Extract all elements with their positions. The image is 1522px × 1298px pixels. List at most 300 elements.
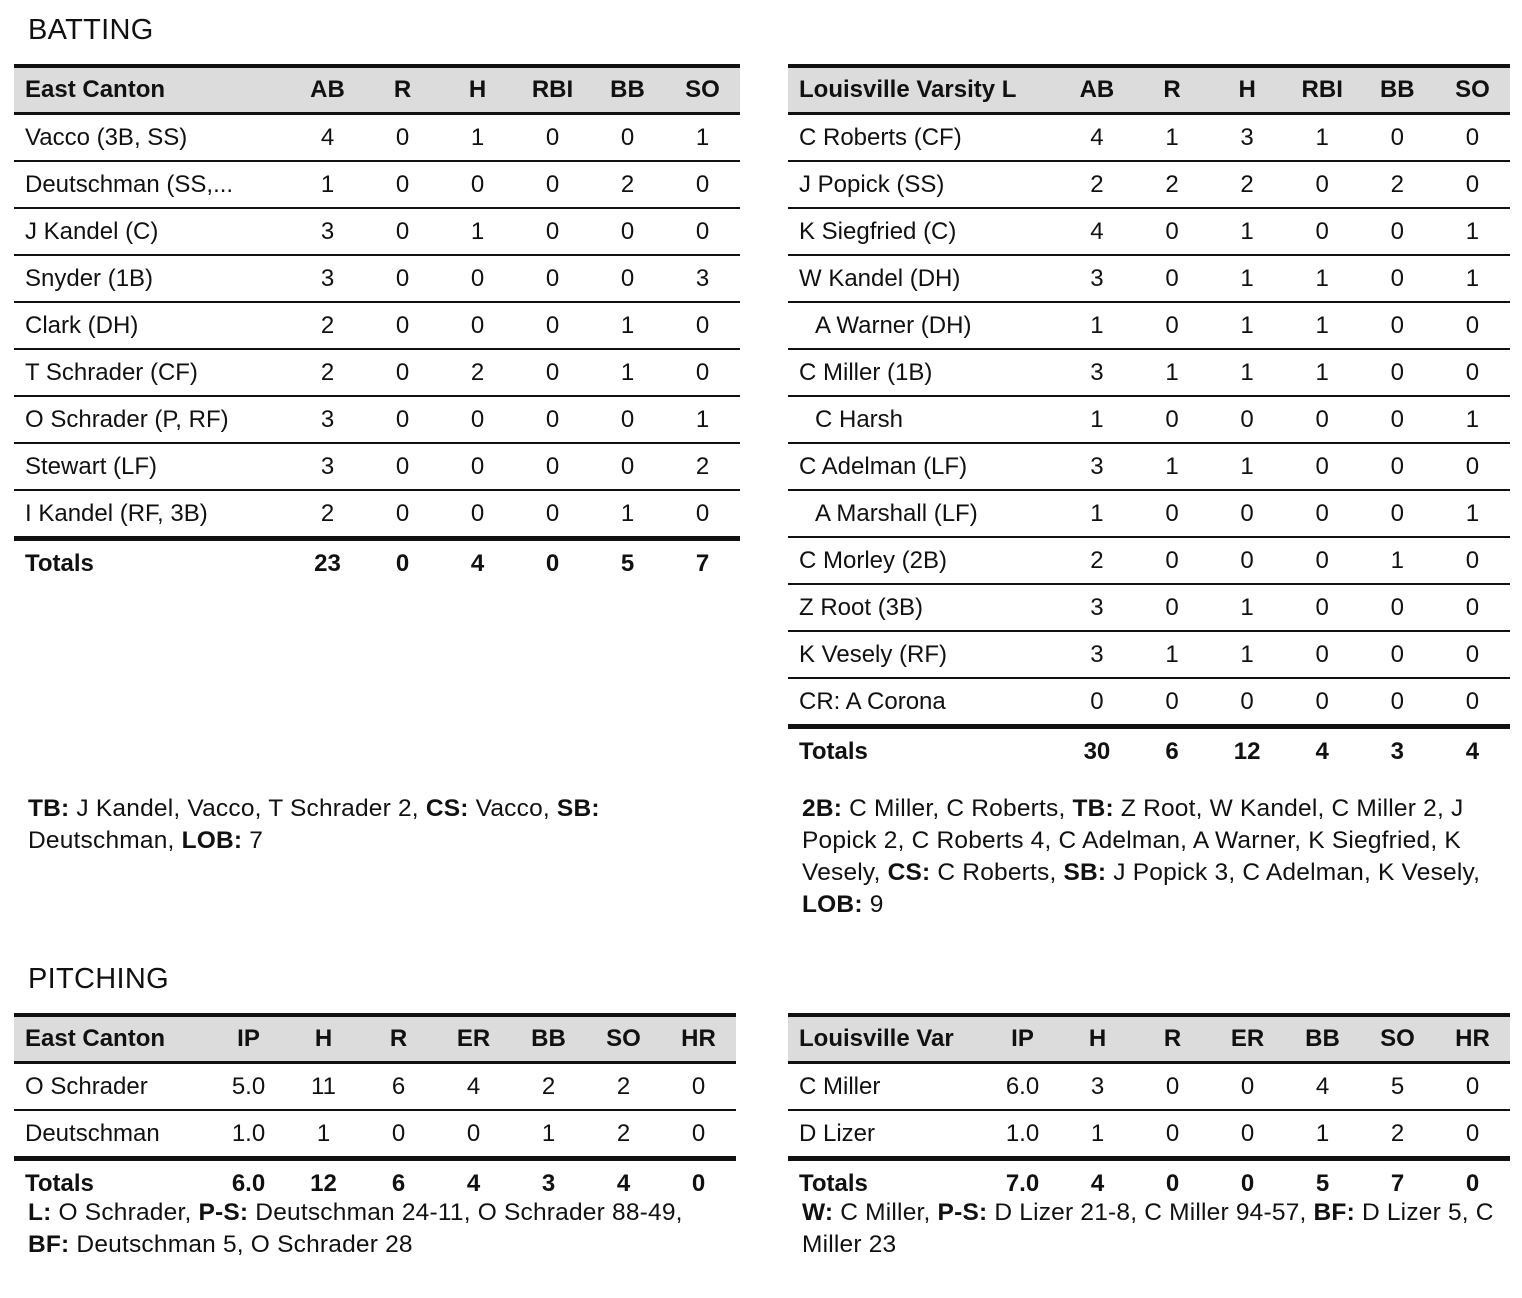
- player-name: J Popick (SS): [788, 161, 1059, 208]
- stat-rbi: 1: [1285, 114, 1360, 162]
- column-header-ab: AB: [290, 66, 365, 114]
- player-row: [788, 208, 1510, 255]
- stat-rbi: 0: [515, 396, 590, 443]
- stat-bb: 0: [1360, 490, 1435, 537]
- stat-bb: 2: [511, 1063, 586, 1111]
- note-text: C Roberts,: [930, 859, 1064, 886]
- total-h: 12: [1210, 727, 1285, 776]
- note-label: P-S:: [937, 1199, 988, 1226]
- note-label: 2B:: [802, 795, 843, 822]
- stat-r: 0: [365, 114, 440, 162]
- player-name: W Kandel (DH): [788, 255, 1059, 302]
- player-name: T Schrader (CF): [14, 349, 290, 396]
- column-header-so: SO: [1435, 66, 1510, 114]
- totals-label: Totals: [788, 727, 1059, 776]
- stat-r: 0: [1135, 1063, 1210, 1111]
- note-text: 9: [862, 891, 884, 918]
- note-text: C Miller,: [833, 1199, 938, 1226]
- column-header-er: ER: [436, 1015, 511, 1063]
- note-text: J Kandel, Vacco, T Schrader 2,: [69, 795, 426, 822]
- stat-ab: 1: [290, 161, 365, 208]
- note-text: Deutschman 24-11, O Schrader 88-49,: [248, 1199, 683, 1226]
- stat-r: 1: [1134, 631, 1209, 678]
- stat-ab: 1: [1059, 396, 1134, 443]
- total-ip: 7.0: [985, 1159, 1060, 1208]
- stat-bb: 4: [1285, 1063, 1360, 1111]
- stat-so: 0: [1435, 443, 1510, 490]
- home-batting-notes: [28, 793, 718, 857]
- stat-rbi: 0: [1315, 687, 1329, 715]
- player-row: [14, 443, 740, 490]
- totals-label: Totals: [14, 1159, 211, 1208]
- stat-ab: 3: [1059, 443, 1134, 490]
- player-name: O Schrader: [14, 1063, 211, 1111]
- note-text: Vacco,: [468, 795, 557, 822]
- stat-ip: 1.0: [231, 1119, 266, 1147]
- player-name: C Morley (2B): [788, 537, 1059, 584]
- stat-so: 0: [695, 499, 710, 527]
- stat-er: 4: [436, 1063, 511, 1111]
- stat-bb: 0: [1360, 255, 1435, 302]
- player-row: [788, 490, 1510, 537]
- stat-bb: 0: [590, 443, 665, 490]
- stat-bb: 0: [1360, 302, 1435, 349]
- player-row: [14, 161, 740, 208]
- stat-bb: 0: [1360, 396, 1435, 443]
- note-label: TB:: [28, 795, 70, 822]
- team-name-header: Louisville Var: [788, 1015, 985, 1063]
- note-text: Deutschman 5, O Schrader 28: [69, 1231, 413, 1258]
- player-name: C Miller (1B): [788, 349, 1059, 396]
- stat-bb: 1: [590, 349, 665, 396]
- note-text: C Miller, C Roberts,: [842, 795, 1073, 822]
- stat-so: 1: [665, 114, 740, 162]
- player-name: Snyder (1B): [14, 255, 290, 302]
- totals-label: Totals: [14, 539, 290, 588]
- stat-ab: 2: [1059, 161, 1134, 208]
- column-header-hr: HR: [1435, 1015, 1510, 1063]
- column-header-r: R: [1134, 66, 1209, 114]
- player-row: [788, 537, 1510, 584]
- stat-h: 0: [1210, 396, 1285, 443]
- note-label: LOB:: [802, 891, 863, 918]
- stat-hr: 0: [1435, 1063, 1510, 1111]
- stat-r: 1: [1134, 443, 1209, 490]
- player-name: A Warner (DH): [788, 302, 1059, 349]
- team-name-header: Louisville Varsity L: [788, 66, 1059, 114]
- stat-so: 2: [665, 443, 740, 490]
- note-text: D Lizer 21-8, C Miller 94-57,: [987, 1199, 1314, 1226]
- total-bb: 3: [511, 1159, 586, 1208]
- stat-rbi: 1: [1285, 255, 1360, 302]
- column-header-h: H: [1210, 66, 1285, 114]
- stat-r: 0: [391, 1119, 406, 1147]
- note-label: SB:: [556, 795, 600, 822]
- team-name-header: East Canton: [14, 1015, 211, 1063]
- stat-h: 1: [1210, 302, 1285, 349]
- stat-bb: 2: [590, 161, 665, 208]
- stat-h: 11: [286, 1063, 361, 1111]
- stat-h: 1: [1210, 255, 1285, 302]
- total-bb: 3: [1360, 727, 1435, 776]
- away-batting-notes: [802, 793, 1502, 921]
- batting-section-title: BATTING: [28, 14, 154, 46]
- player-row: [788, 443, 1510, 490]
- total-r: 0: [365, 539, 440, 588]
- stat-ab: 1: [1059, 490, 1134, 537]
- player-row: [788, 114, 1510, 162]
- note-text: Deutschman,: [28, 827, 182, 854]
- stat-rbi: 1: [1285, 349, 1360, 396]
- stat-so: 0: [1435, 114, 1510, 162]
- column-header-so: SO: [665, 66, 740, 114]
- stat-h: 0: [1210, 490, 1285, 537]
- stat-rbi: 0: [515, 208, 590, 255]
- total-r: 6: [1134, 727, 1209, 776]
- team-name-header: East Canton: [14, 66, 290, 114]
- note-label: W:: [802, 1199, 834, 1226]
- stat-bb: 0: [1360, 584, 1435, 631]
- column-header-ip: IP: [985, 1015, 1060, 1063]
- column-header-so: SO: [1360, 1015, 1435, 1063]
- stat-ip: 1.0: [1005, 1119, 1040, 1147]
- stat-bb: 0: [590, 114, 665, 162]
- stat-rbi: 0: [515, 161, 590, 208]
- player-name: A Marshall (LF): [788, 490, 1059, 537]
- stat-bb: 0: [1360, 631, 1435, 678]
- stat-so: 0: [1435, 161, 1510, 208]
- player-name: D Lizer: [799, 1119, 876, 1147]
- player-name: K Vesely (RF): [788, 631, 1059, 678]
- player-row: [788, 1110, 1510, 1159]
- stat-r: 1: [1134, 349, 1209, 396]
- stat-so: 0: [1435, 631, 1510, 678]
- total-so: 7: [665, 539, 740, 588]
- stat-ab: 3: [1059, 631, 1134, 678]
- stat-h: 1: [1210, 631, 1285, 678]
- stat-bb: 1: [620, 499, 635, 527]
- stat-h: 1: [440, 208, 515, 255]
- player-name: Vacco (3B, SS): [14, 114, 290, 162]
- header-row: [14, 66, 740, 114]
- column-header-h: H: [1060, 1015, 1135, 1063]
- stat-bb: 1: [1315, 1119, 1330, 1147]
- player-row: [788, 396, 1510, 443]
- column-header-rbi: RBI: [515, 66, 590, 114]
- stat-h: 1: [316, 1119, 331, 1147]
- stat-h: 0: [440, 161, 515, 208]
- note-label: CS:: [425, 795, 469, 822]
- stat-ab: 2: [290, 349, 365, 396]
- stat-bb: 0: [1360, 208, 1435, 255]
- away-pitching-notes: [802, 1197, 1502, 1261]
- header-row: [14, 1015, 736, 1063]
- total-bb: 5: [590, 539, 665, 588]
- stat-so: 1: [665, 396, 740, 443]
- totals-label: Totals: [788, 1159, 985, 1208]
- stat-h: 1: [440, 114, 515, 162]
- total-r: 6: [361, 1159, 436, 1208]
- home-batting-table: [14, 64, 740, 587]
- player-row: [788, 1063, 1510, 1111]
- stat-ab: 2: [290, 302, 365, 349]
- stat-h: 0: [1240, 687, 1254, 715]
- total-hr: 0: [661, 1159, 736, 1208]
- stat-ab: 0: [1090, 687, 1104, 715]
- stat-ab: 2: [1059, 537, 1134, 584]
- player-name: C Harsh: [788, 396, 1059, 443]
- stat-r: 0: [1134, 302, 1209, 349]
- stat-h: 1: [1210, 208, 1285, 255]
- column-header-bb: BB: [1360, 66, 1435, 114]
- stat-rbi: 0: [1285, 208, 1360, 255]
- stat-bb: 0: [590, 396, 665, 443]
- player-name: CR: A Corona: [799, 687, 946, 715]
- away-pitching-table: [788, 1013, 1510, 1207]
- column-header-h: H: [286, 1015, 361, 1063]
- stat-h: 3: [1210, 114, 1285, 162]
- player-row: [788, 678, 1510, 727]
- stat-ab: 4: [290, 114, 365, 162]
- player-name: C Roberts (CF): [788, 114, 1059, 162]
- stat-so: 2: [616, 1119, 631, 1147]
- stat-so: 0: [665, 302, 740, 349]
- total-h: 12: [286, 1159, 361, 1208]
- stat-ab: 3: [290, 208, 365, 255]
- stat-h: 0: [1210, 537, 1285, 584]
- stat-r: 0: [1134, 255, 1209, 302]
- header-row: [788, 1015, 1510, 1063]
- note-label: L:: [28, 1199, 52, 1226]
- player-name: C Adelman (LF): [788, 443, 1059, 490]
- player-row: [14, 396, 740, 443]
- header-row: [788, 66, 1510, 114]
- total-bb: 5: [1285, 1159, 1360, 1208]
- player-name: J Kandel (C): [14, 208, 290, 255]
- stat-r: 1: [1134, 114, 1209, 162]
- stat-h: 0: [440, 302, 515, 349]
- column-header-rbi: RBI: [1285, 66, 1360, 114]
- player-row: [14, 1110, 736, 1159]
- note-label: BF:: [28, 1231, 70, 1258]
- total-rbi: 0: [515, 539, 590, 588]
- stat-bb: 1: [541, 1119, 556, 1147]
- column-header-r: R: [361, 1015, 436, 1063]
- stat-so: 2: [586, 1063, 661, 1111]
- player-row: [14, 114, 740, 162]
- column-header-hr: HR: [661, 1015, 736, 1063]
- note-label: P-S:: [198, 1199, 249, 1226]
- stat-so: 1: [1435, 255, 1510, 302]
- stat-rbi: 0: [515, 349, 590, 396]
- stat-ab: 4: [1059, 208, 1134, 255]
- total-h: 4: [440, 539, 515, 588]
- total-er: 0: [1210, 1159, 1285, 1208]
- stat-rbi: 0: [1285, 537, 1360, 584]
- stat-h: 1: [1210, 443, 1285, 490]
- note-text: O Schrader,: [51, 1199, 199, 1226]
- note-text: D Lizer 5, C Miller 23: [802, 1199, 1494, 1258]
- stat-h: 1: [1210, 584, 1285, 631]
- stat-bb: 0: [1360, 114, 1435, 162]
- player-row: [14, 302, 740, 349]
- stat-r: 0: [365, 161, 440, 208]
- stat-so: 0: [1435, 537, 1510, 584]
- total-er: 4: [436, 1159, 511, 1208]
- stat-r: 0: [365, 443, 440, 490]
- total-so: 4: [1435, 727, 1510, 776]
- stat-rbi: 1: [1285, 302, 1360, 349]
- column-header-ip: IP: [211, 1015, 286, 1063]
- column-header-bb: BB: [1285, 1015, 1360, 1063]
- stat-r: 6: [361, 1063, 436, 1111]
- stat-r: 0: [1134, 396, 1209, 443]
- total-ab: 23: [290, 539, 365, 588]
- stat-r: 0: [1165, 1119, 1180, 1147]
- stat-h: 0: [470, 499, 485, 527]
- stat-rbi: 0: [515, 255, 590, 302]
- note-label: TB:: [1072, 795, 1114, 822]
- stat-r: 0: [365, 349, 440, 396]
- stat-bb: 1: [1360, 537, 1435, 584]
- stat-r: 0: [1165, 687, 1179, 715]
- stat-ab: 3: [1059, 255, 1134, 302]
- stat-ab: 3: [1059, 349, 1134, 396]
- note-text: J Popick 3, C Adelman, K Vesely,: [1106, 859, 1481, 886]
- stat-bb: 2: [1360, 161, 1435, 208]
- player-name: O Schrader (P, RF): [14, 396, 290, 443]
- stat-bb: 0: [1390, 687, 1404, 715]
- stat-er: 0: [1240, 1119, 1255, 1147]
- stat-h: 0: [440, 443, 515, 490]
- stat-so: 1: [1435, 490, 1510, 537]
- player-name: Deutschman (SS,...: [14, 161, 290, 208]
- stat-rbi: 0: [515, 302, 590, 349]
- stat-hr: 0: [661, 1063, 736, 1111]
- stat-hr: 0: [1465, 1119, 1480, 1147]
- note-label: CS:: [887, 859, 931, 886]
- stat-bb: 0: [1360, 349, 1435, 396]
- player-row: [788, 631, 1510, 678]
- stat-h: 0: [440, 255, 515, 302]
- stat-bb: 0: [590, 255, 665, 302]
- stat-ab: 1: [1059, 302, 1134, 349]
- player-row: [788, 302, 1510, 349]
- player-row: [788, 584, 1510, 631]
- total-h: 4: [1060, 1159, 1135, 1208]
- stat-ab: 3: [290, 255, 365, 302]
- stat-h: 1: [1210, 349, 1285, 396]
- player-row: [788, 349, 1510, 396]
- stat-ab: 3: [1059, 584, 1134, 631]
- stat-ip: 6.0: [985, 1063, 1060, 1111]
- stat-so: 1: [1435, 396, 1510, 443]
- stat-r: 2: [1134, 161, 1209, 208]
- player-name: I Kandel (RF, 3B): [25, 499, 208, 527]
- stat-r: 0: [395, 499, 410, 527]
- stat-rbi: 0: [1285, 490, 1360, 537]
- stat-so: 5: [1360, 1063, 1435, 1111]
- note-label: SB:: [1063, 859, 1107, 886]
- column-header-bb: BB: [511, 1015, 586, 1063]
- stat-er: 0: [466, 1119, 481, 1147]
- total-rbi: 4: [1285, 727, 1360, 776]
- stat-r: 0: [1134, 208, 1209, 255]
- total-so: 4: [586, 1159, 661, 1208]
- note-text: 7: [242, 827, 264, 854]
- note-text: Z Root, W Kandel, C Miller 2, J Popick 2, C Roberts 4, C Adelman, A Warner, K Siegfried, K Vesely,: [802, 795, 1464, 886]
- player-row: [14, 1063, 736, 1111]
- player-row: [788, 161, 1510, 208]
- stat-ab: 2: [320, 499, 335, 527]
- column-header-so: SO: [586, 1015, 661, 1063]
- stat-so: 0: [1435, 349, 1510, 396]
- stat-rbi: 0: [515, 114, 590, 162]
- stat-ab: 3: [290, 443, 365, 490]
- total-so: 7: [1360, 1159, 1435, 1208]
- player-name: K Siegfried (C): [788, 208, 1059, 255]
- total-ab: 30: [1059, 727, 1134, 776]
- stat-so: 2: [1390, 1119, 1405, 1147]
- total-ip: 6.0: [211, 1159, 286, 1208]
- column-header-er: ER: [1210, 1015, 1285, 1063]
- player-name: C Miller: [788, 1063, 985, 1111]
- stat-bb: 0: [1360, 443, 1435, 490]
- stat-r: 0: [1134, 490, 1209, 537]
- stat-so: 0: [1465, 687, 1480, 715]
- stat-rbi: 0: [1285, 396, 1360, 443]
- totals-row: [788, 727, 1510, 776]
- stat-ab: 4: [1059, 114, 1134, 162]
- stat-rbi: 0: [1285, 443, 1360, 490]
- stat-h: 2: [440, 349, 515, 396]
- player-name: Deutschman: [25, 1119, 160, 1147]
- stat-so: 0: [1435, 584, 1510, 631]
- stat-so: 1: [1435, 208, 1510, 255]
- stat-so: 3: [665, 255, 740, 302]
- column-header-r: R: [1135, 1015, 1210, 1063]
- stat-h: 0: [440, 396, 515, 443]
- total-hr: 0: [1435, 1159, 1510, 1208]
- home-pitching-table: [14, 1013, 736, 1207]
- player-name: Clark (DH): [14, 302, 290, 349]
- stat-h: 1: [1090, 1119, 1105, 1147]
- column-header-bb: BB: [590, 66, 665, 114]
- stat-r: 0: [365, 302, 440, 349]
- player-row: [14, 349, 740, 396]
- stat-rbi: 0: [1285, 161, 1360, 208]
- stat-r: 0: [365, 255, 440, 302]
- stat-r: 0: [365, 208, 440, 255]
- home-pitching-notes: [28, 1197, 718, 1261]
- player-row: [14, 490, 740, 539]
- stat-rbi: 0: [515, 443, 590, 490]
- player-name: Z Root (3B): [788, 584, 1059, 631]
- away-batting-table: [788, 64, 1510, 775]
- player-name: Stewart (LF): [14, 443, 290, 490]
- column-header-r: R: [365, 66, 440, 114]
- stat-er: 0: [1210, 1063, 1285, 1111]
- stat-so: 0: [665, 349, 740, 396]
- total-r: 0: [1135, 1159, 1210, 1208]
- stat-ip: 5.0: [211, 1063, 286, 1111]
- note-label: BF:: [1313, 1199, 1355, 1226]
- stat-so: 0: [665, 208, 740, 255]
- player-row: [788, 255, 1510, 302]
- stat-rbi: 0: [1285, 631, 1360, 678]
- stat-bb: 1: [590, 302, 665, 349]
- pitching-section-title: PITCHING: [28, 963, 169, 995]
